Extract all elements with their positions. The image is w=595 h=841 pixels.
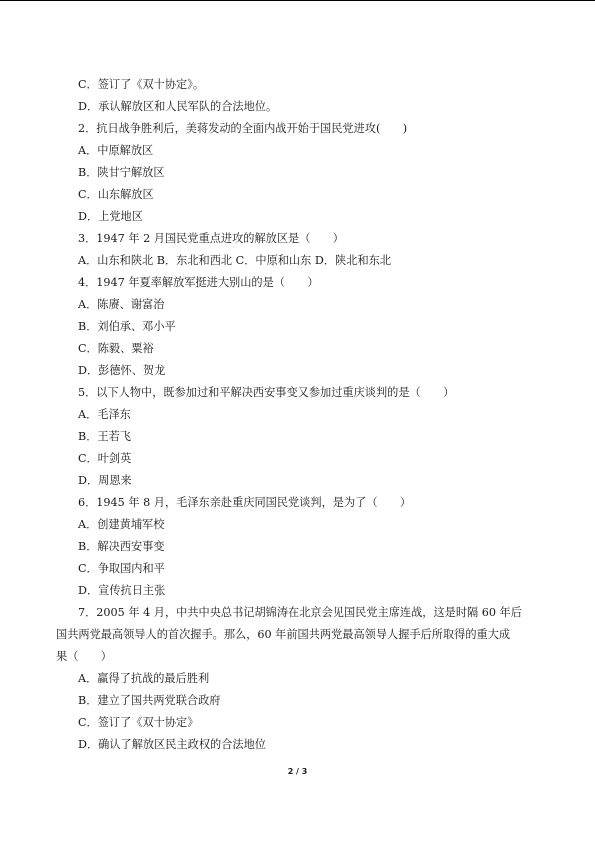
question-stem: 5．以下人物中，既参加过和平解决西安事变又参加过重庆谈判的是（ ） xyxy=(78,386,455,399)
answer-option: D．宣传抗日主张 xyxy=(78,584,166,597)
question-7-option-d: D．确认了解放区民主政权的合法地位 xyxy=(78,738,266,751)
answer-option: B．刘伯承、邓小平 xyxy=(78,320,176,333)
question-stem: 2．抗日战争胜利后，美蒋发动的全面内战开始于国民党进攻( ) xyxy=(78,122,408,135)
answer-option: C．签订了《双十协定》。 xyxy=(78,78,205,91)
answer-option: A．创建黄埔军校 xyxy=(78,518,165,531)
answer-option: A．中原解放区 xyxy=(78,144,154,157)
question-lines xyxy=(56,74,542,602)
question-7-line-3: 果（ ） xyxy=(56,650,112,663)
question-stem: 6．1945 年 8 月，毛泽东亲赴重庆同国民党谈判，是为了（ ） xyxy=(78,496,412,509)
question-7-option-c: C．签订了《双十协定》 xyxy=(78,716,199,729)
answer-option: A．毛泽东 xyxy=(78,408,131,421)
answer-option: A．山东和陕北 B．东北和西北 C．中原和山东 D．陕北和东北 xyxy=(78,254,392,267)
answer-option: A．陈赓、谢富治 xyxy=(78,298,165,311)
answer-option: D．承认解放区和人民军队的合法地位。 xyxy=(78,100,278,113)
answer-option: B．陕甘宁解放区 xyxy=(78,166,165,179)
answer-option: C．争取国内和平 xyxy=(78,562,165,575)
answer-option: D．上党地区 xyxy=(78,210,143,223)
question-7-option-a: A．赢得了抗战的最后胜利 xyxy=(78,672,210,685)
question-7-line-1: 7．2005 年 4 月，中共中央总书记胡锦涛在北京会见国民党主席连战，这是时隔 60 年后 xyxy=(78,606,522,619)
page-number: 2 / 3 xyxy=(287,767,308,776)
answer-option: D．周恩来 xyxy=(78,474,132,487)
answer-option: C．叶剑英 xyxy=(78,452,132,465)
answer-option: B．解决西安事变 xyxy=(78,540,165,553)
answer-option: B．王若飞 xyxy=(78,430,131,443)
answer-option: C．山东解放区 xyxy=(78,188,154,201)
answer-option: D．彭德怀、贺龙 xyxy=(78,364,166,377)
question-stem: 4．1947 年夏率解放军挺进大别山的是（ ） xyxy=(78,276,319,289)
document-body xyxy=(56,74,542,756)
answer-option: C．陈毅、粟裕 xyxy=(78,342,154,355)
question-7-line-2: 国共两党最高领导人的首次握手。那么，60 年前国共两党最高领导人握手后所取得的重大成 xyxy=(56,628,511,641)
question-7-option-b: B．建立了国共两党联合政府 xyxy=(78,694,221,707)
top-rule xyxy=(0,0,595,1)
question-stem: 3．1947 年 2 月国民党重点进攻的解放区是（ ） xyxy=(78,232,344,245)
